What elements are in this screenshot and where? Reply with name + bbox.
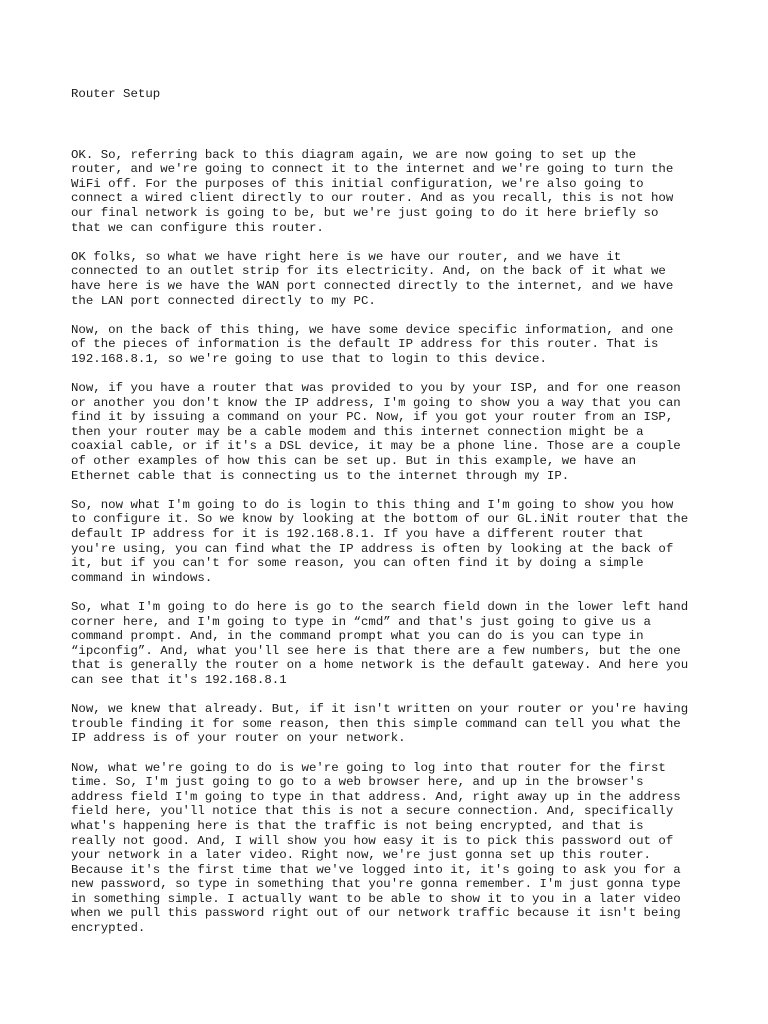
document-page — [71, 87, 711, 950]
paragraph-5: So, now what I'm going to do is login to this thing and I'm going to show you how to configure it. So we know by looking at the bottom of our GL.iNit router that the default IP address for it is 192.168.8.1. If you have a different router that you're using, you can find what the IP address is often by looking at the back of it, but if you can't for some reason, you can often find it by doing a simple command in windows. — [71, 497, 689, 585]
paragraph-8: Now, what we're going to do is we're going to log into that router for the first time. So, I'm just going to go to a web browser here, and up in the browser's address field I'm going to type in that address. And, right away up in the address field here, you'll notice that this is not a secure connection. And, specifically what's happening here is that the traffic is not being encrypted, and that is really not good. And, I will show you how easy it is to pick this password out of your network in a later video. Right now, we're just gonna set up this router. Because it's the first time that we've logged into it, it's going to ask you for a new password, so type in something that you're gonna remember. I'm just gonna type in something simple. I actually want to be able to show it to you in a later video when we pull this password right out of our network traffic because it isn't being encrypted. — [71, 760, 681, 936]
document-title: Router Setup — [71, 87, 161, 101]
paragraph-7: Now, we knew that already. But, if it isn't written on your router or you're having trouble finding it for some reason, then this simple command can tell you what the IP address is of your router on your network. — [71, 702, 689, 746]
paragraph-6: So, what I'm going to do here is go to the search field down in the lower left hand corner here, and I'm going to type in “cmd” and that's just going to give us a command prompt. And, in the command prompt what you can do is you can type in “ipconfig”. And, what you'll see here is that there are a few numbers, but the one that is generally the router on a home network is the default gateway. And here you can see that it's 192.168.8.1 — [71, 600, 689, 687]
paragraph-2: OK folks, so what we have right here is we have our router, and we have it connected to an outlet strip for its electricity. And, on the back of it what we have here is we have the WAN port connected directly to the internet, and we have the LAN port connected directly to my PC. — [71, 249, 674, 308]
paragraph-4: Now, if you have a router that was provided to you by your ISP, and for one reason or another you don't know the IP address, I'm going to show you a way that you can find it by issuing a command on your PC. Now, if you got your router from an ISP, then your router may be a cable modem and this internet connection might be a coaxial cable, or if it's a DSL device, it may be a phone line. Those are a couple of other examples of how this can be set up. But in this example, we have an Ethernet cable that is connecting us to the internet through my IP. — [71, 381, 681, 483]
paragraph-1: OK. So, referring back to this diagram again, we are now going to set up the router, and we're going to connect it to the internet and we're going to turn the WiFi off. For the purposes of this initial configuration, we're also going to connect a wired client directly to our router. And as you recall, this is not how our final network is going to be, but we're just going to do it here briefly so that we can configure this router. — [71, 147, 674, 235]
paragraph-3: Now, on the back of this thing, we have some device specific information, and one of the pieces of information is the default IP address for this router. That is 192.168.8.1, so we're going to use that to login to this device. — [71, 322, 674, 366]
